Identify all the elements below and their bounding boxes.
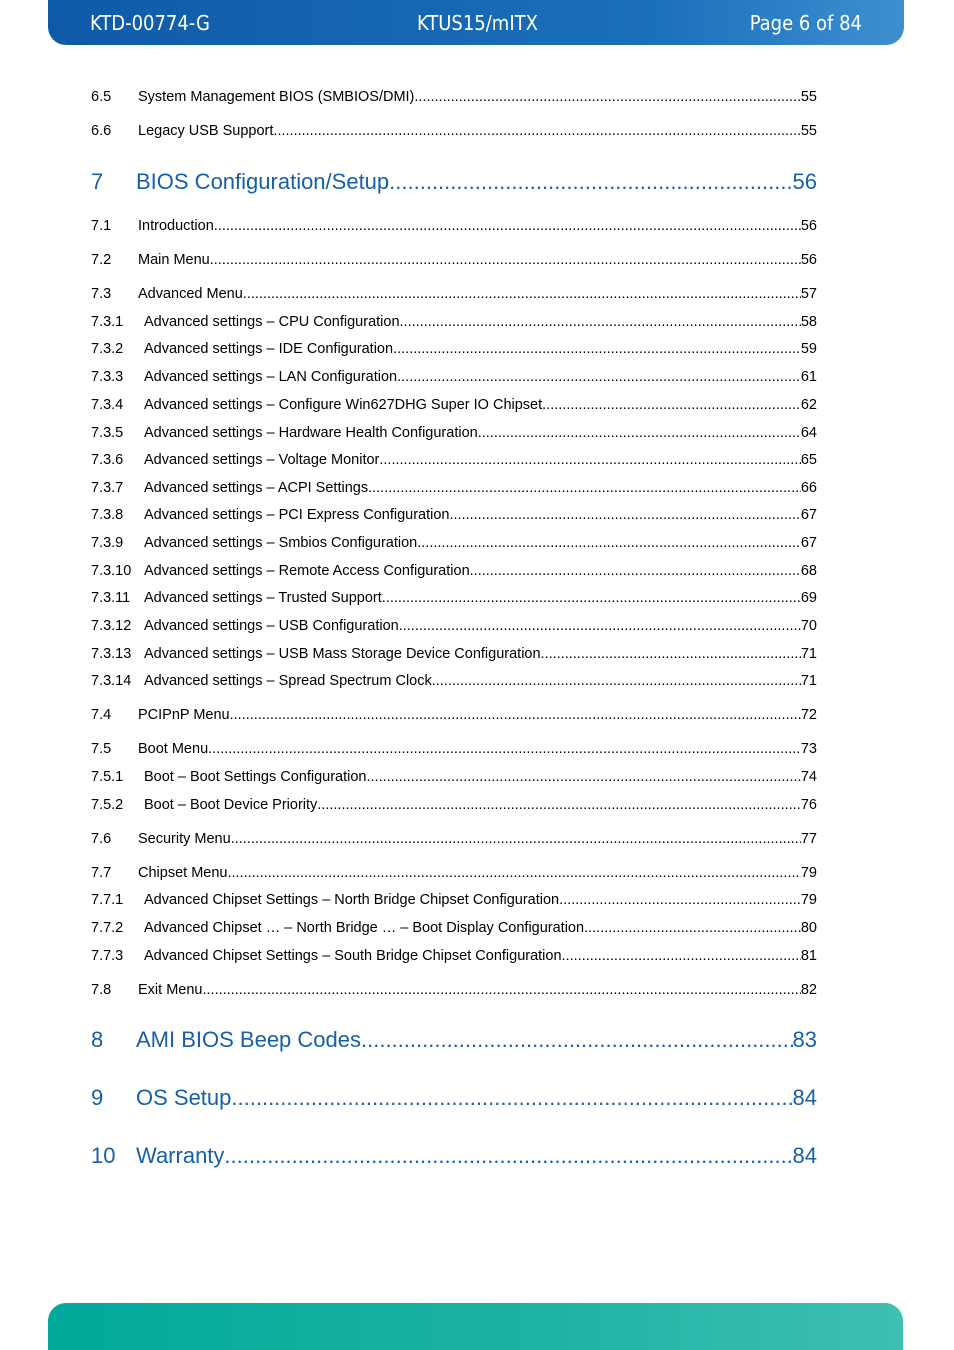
toc-entry-page: 55 xyxy=(800,89,817,105)
toc-dot-leader xyxy=(379,450,800,470)
toc-dot-leader xyxy=(400,312,801,332)
page-number: Page 6 of 84 xyxy=(749,11,862,35)
toc-entry-number: 7.3.12 xyxy=(91,618,132,634)
toc-entry-page: 71 xyxy=(800,673,817,689)
toc-entry[interactable] xyxy=(91,250,817,270)
toc-dot-leader xyxy=(227,863,800,883)
toc-entry-title: Advanced settings – ACPI Settings xyxy=(144,480,369,496)
toc-entry-number: 7.7.2 xyxy=(91,920,124,936)
toc-entry[interactable] xyxy=(91,561,817,581)
toc-dot-leader xyxy=(470,561,801,581)
toc-dot-leader xyxy=(210,250,801,270)
toc-entry-title: Advanced settings – Voltage Monitor xyxy=(144,452,380,468)
toc-entry[interactable] xyxy=(91,588,817,608)
toc-entry-number: 7.8 xyxy=(91,982,112,998)
toc-entry-title: Exit Menu xyxy=(138,982,203,998)
toc-entry-title: Advanced settings – Hardware Health Configuration xyxy=(144,425,478,441)
toc-entry-page: 76 xyxy=(800,797,817,813)
toc-entry-number: 7.1 xyxy=(91,218,112,234)
toc-dot-leader xyxy=(559,890,801,910)
toc-entry[interactable] xyxy=(91,829,817,849)
toc-dot-leader xyxy=(432,671,801,691)
toc-entry-title: Advanced settings – Spread Spectrum Clock xyxy=(144,673,432,689)
toc-dot-leader xyxy=(417,533,801,553)
toc-entry-number: 7.5.2 xyxy=(91,797,124,813)
toc-entry-number: 9 xyxy=(91,1085,104,1110)
toc-dot-leader xyxy=(361,1025,793,1055)
toc-entry[interactable] xyxy=(91,423,817,443)
toc-entry-number: 7.5 xyxy=(91,741,112,757)
toc-entry[interactable] xyxy=(91,863,817,883)
toc-entry-title: Warranty xyxy=(136,1143,225,1168)
toc-entry-number: 7.3.2 xyxy=(91,341,124,357)
toc-entry-title: Boot Menu xyxy=(138,741,209,757)
toc-entry-number: 6.6 xyxy=(91,123,112,139)
toc-entry-title: Introduction xyxy=(138,218,214,234)
toc-entry-title: Advanced settings – PCI Express Configuration xyxy=(144,507,450,523)
toc-entry[interactable] xyxy=(91,121,817,141)
toc-entry-number: 7.3.5 xyxy=(91,425,124,441)
page-footer xyxy=(48,1303,903,1350)
toc-entry-number: 7.3.7 xyxy=(91,480,124,496)
toc-entry-title: System Management BIOS (SMBIOS/DMI) xyxy=(138,89,415,105)
toc-entry-number: 7.3.14 xyxy=(91,673,132,689)
toc-entry-title: Boot – Boot Device Priority xyxy=(144,797,318,813)
toc-entry-page: 55 xyxy=(800,123,817,139)
toc-entry[interactable] xyxy=(91,87,817,107)
toc-entry-page: 79 xyxy=(800,865,817,881)
toc-dot-leader xyxy=(414,87,800,107)
toc-entry-number: 7.7 xyxy=(91,865,112,881)
toc-entry-title: Advanced settings – CPU Configuration xyxy=(144,314,400,330)
toc-entry-page: 67 xyxy=(800,507,817,523)
toc-entry-title: Advanced Chipset Settings – North Bridge Chipset Configuration xyxy=(144,892,560,908)
toc-entry-page: 79 xyxy=(800,892,817,908)
toc-entry-page: 70 xyxy=(800,618,817,634)
toc-entry-number: 7.3.3 xyxy=(91,369,124,385)
toc-dot-leader xyxy=(366,767,800,787)
toc-dot-leader xyxy=(243,284,801,304)
toc-entry-title: Advanced settings – USB Configuration xyxy=(144,618,399,634)
toc-dot-leader xyxy=(389,167,792,197)
toc-entry-page: 57 xyxy=(800,286,817,302)
toc-entry-page: 84 xyxy=(792,1143,817,1168)
toc-entry-page: 61 xyxy=(800,369,817,385)
toc-entry[interactable] xyxy=(91,1141,817,1171)
document-id: KTD-00774-G xyxy=(90,11,210,35)
toc-entry-number: 7.6 xyxy=(91,831,112,847)
toc-entry-number: 7.4 xyxy=(91,707,112,723)
toc-entry-title: Advanced settings – Remote Access Configuration xyxy=(144,563,470,579)
toc-entry-page: 67 xyxy=(800,535,817,551)
toc-entry-title: Advanced Menu xyxy=(138,286,243,302)
toc-entry-number: 7 xyxy=(91,169,104,194)
toc-entry[interactable] xyxy=(91,795,817,815)
toc-entry-title: Advanced Chipset Settings – South Bridge Chipset Configuration xyxy=(144,948,562,964)
toc-entry-title: Main Menu xyxy=(138,252,210,268)
toc-entry[interactable] xyxy=(91,339,817,359)
toc-dot-leader xyxy=(393,339,801,359)
toc-entry-page: 56 xyxy=(800,252,817,268)
toc-entry-title: Chipset Menu xyxy=(138,865,228,881)
toc-entry-number: 7.3.13 xyxy=(91,646,132,662)
toc-entry-title: Advanced settings – Trusted Support xyxy=(144,590,382,606)
toc-entry-page: 59 xyxy=(800,341,817,357)
toc-dot-leader xyxy=(562,946,801,966)
toc-entry-number: 7.7.1 xyxy=(91,892,124,908)
toc-entry-title: Security Menu xyxy=(138,831,231,847)
toc-entry[interactable] xyxy=(91,671,817,691)
toc-entry-page: 58 xyxy=(800,314,817,330)
toc-entry-title: Advanced Chipset … – North Bridge … – Boot Display Configuration xyxy=(144,920,585,936)
toc-entry-page: 74 xyxy=(800,769,817,785)
toc-entry-number: 10 xyxy=(91,1143,116,1168)
toc-entry-number: 7.3.11 xyxy=(91,590,131,606)
toc-entry-number: 7.3.10 xyxy=(91,563,132,579)
page-header xyxy=(48,0,904,45)
toc-entry-number: 7.3.1 xyxy=(91,314,124,330)
toc-entry-number: 8 xyxy=(91,1027,104,1052)
toc-entry-title: Legacy USB Support xyxy=(138,123,274,139)
toc-dot-leader xyxy=(541,644,801,664)
toc-entry[interactable] xyxy=(91,890,817,910)
toc-entry[interactable] xyxy=(91,167,817,197)
toc-entry-page: 72 xyxy=(800,707,817,723)
toc-dot-leader xyxy=(368,478,801,498)
toc-dot-leader xyxy=(317,795,801,815)
toc-entry-title: OS Setup xyxy=(136,1085,232,1110)
toc-dot-leader xyxy=(449,505,800,525)
toc-entry-page: 56 xyxy=(792,169,817,194)
toc-dot-leader xyxy=(214,216,801,236)
toc-entry[interactable] xyxy=(91,478,817,498)
toc-entry-page: 84 xyxy=(792,1085,817,1110)
toc-dot-leader xyxy=(202,980,800,1000)
toc-dot-leader xyxy=(382,588,801,608)
toc-entry-page: 66 xyxy=(800,480,817,496)
toc-dot-leader xyxy=(231,829,801,849)
toc-dot-leader xyxy=(208,739,801,759)
toc-entry-title: AMI BIOS Beep Codes xyxy=(136,1027,361,1052)
toc-entry-title: Advanced settings – Smbios Configuration xyxy=(144,535,418,551)
toc-entry[interactable] xyxy=(91,918,817,938)
toc-dot-leader xyxy=(231,1083,792,1113)
toc-entry-title: Advanced settings – USB Mass Storage Device Configuration xyxy=(144,646,541,662)
toc-entry[interactable] xyxy=(91,946,817,966)
toc-entry[interactable] xyxy=(91,767,817,787)
toc-entry[interactable] xyxy=(91,980,817,1000)
toc-dot-leader xyxy=(542,395,801,415)
toc-entry-page: 73 xyxy=(800,741,817,757)
toc-entry-number: 7.2 xyxy=(91,252,112,268)
toc-entry-number: 6.5 xyxy=(91,89,112,105)
toc-entry-number: 7.3.8 xyxy=(91,507,124,523)
toc-entry[interactable] xyxy=(91,705,817,725)
toc-entry[interactable] xyxy=(91,450,817,470)
toc-entry-title: BIOS Configuration/Setup xyxy=(136,169,390,194)
toc-entry-page: 80 xyxy=(800,920,817,936)
toc-entry-page: 68 xyxy=(800,563,817,579)
toc-dot-leader xyxy=(584,918,801,938)
toc-entry-page: 82 xyxy=(800,982,817,998)
toc-dot-leader xyxy=(399,616,801,636)
toc-entry[interactable] xyxy=(91,505,817,525)
toc-entry-page: 81 xyxy=(800,948,817,964)
toc-entry-title: Advanced settings – LAN Configuration xyxy=(144,369,398,385)
toc-dot-leader xyxy=(273,121,800,141)
toc-entry[interactable] xyxy=(91,739,817,759)
toc-entry-page: 65 xyxy=(800,452,817,468)
product-name: KTUS15/mITX xyxy=(417,11,538,35)
toc-dot-leader xyxy=(230,705,801,725)
toc-dot-leader xyxy=(478,423,801,443)
toc-entry[interactable] xyxy=(91,312,817,332)
toc-entry[interactable] xyxy=(91,284,817,304)
toc-entry-number: 7.3.6 xyxy=(91,452,124,468)
toc-dot-leader xyxy=(397,367,801,387)
toc-entry[interactable] xyxy=(91,1083,817,1113)
toc-entry-page: 77 xyxy=(800,831,817,847)
toc-entry[interactable] xyxy=(91,533,817,553)
toc-entry-page: 64 xyxy=(800,425,817,441)
toc-entry[interactable] xyxy=(91,395,817,415)
toc-entry-page: 56 xyxy=(800,218,817,234)
toc-entry-number: 7.3.9 xyxy=(91,535,124,551)
toc-entry[interactable] xyxy=(91,1025,817,1055)
toc-entry-title: PCIPnP Menu xyxy=(138,707,230,723)
toc-entry-page: 71 xyxy=(800,646,817,662)
toc-entry-page: 62 xyxy=(800,397,817,413)
toc-entry-number: 7.7.3 xyxy=(91,948,124,964)
toc-entry-page: 83 xyxy=(792,1027,817,1052)
toc-dot-leader xyxy=(224,1141,792,1171)
toc-entry[interactable] xyxy=(91,367,817,387)
toc-entry[interactable] xyxy=(91,644,817,664)
toc-entry-title: Boot – Boot Settings Configuration xyxy=(144,769,367,785)
toc-entry-title: Advanced settings – IDE Configuration xyxy=(144,341,394,357)
toc-entry[interactable] xyxy=(91,616,817,636)
toc-entry-title: Advanced settings – Configure Win627DHG Super IO Chipset xyxy=(144,397,543,413)
toc-entry[interactable] xyxy=(91,216,817,236)
toc-entry-number: 7.3.4 xyxy=(91,397,124,413)
toc-entry-number: 7.3 xyxy=(91,286,112,302)
toc-entry-page: 69 xyxy=(800,590,817,606)
toc-entry-number: 7.5.1 xyxy=(91,769,124,785)
